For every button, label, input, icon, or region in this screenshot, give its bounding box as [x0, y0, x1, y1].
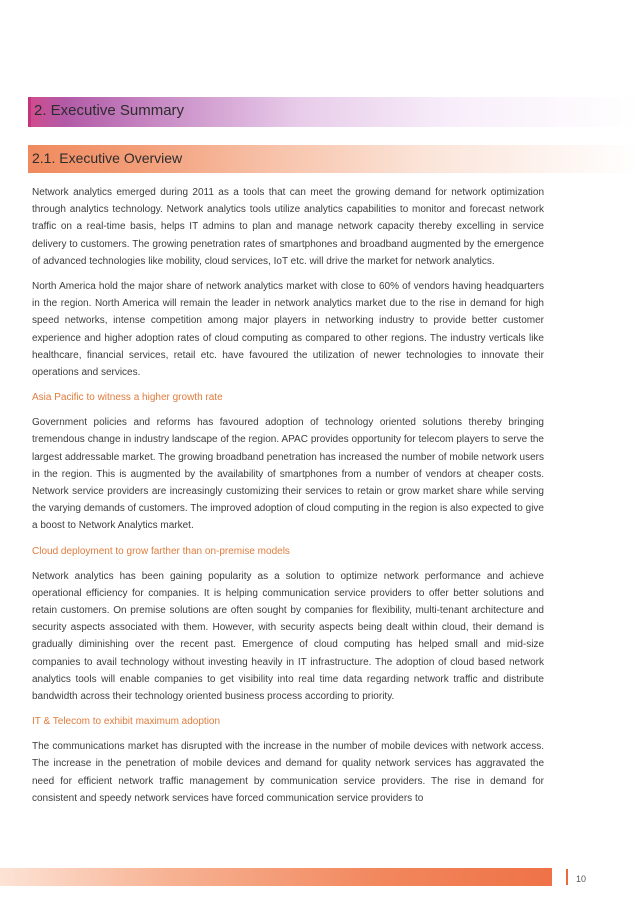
subsection-banner [28, 145, 638, 173]
subsection-title: 2.1. Executive Overview [32, 150, 183, 166]
section-banner [28, 97, 638, 127]
topic-heading: Cloud deployment to grow farther than on-premise models [32, 545, 290, 557]
body-paragraph: Government policies and reforms has favoured adoption of technology oriented solutions thereby bringing tremendous change in industry landscape of the region. APAC provides opportunity for telecom players to serve the largest addressable market. The growing broadband penetration has increased the number of mobile network users in the region. This is augmented by the availability of smartphones from a number of vendors at cheaper costs. Network service providers are increasingly customizing their services to retain or grow market share while serving the varying demands of customers. The improved adoption of cloud computing in the region is also expected to give a boost to Network Analytics market. [32, 417, 544, 532]
footer-bar [0, 868, 552, 886]
page-number-marker [566, 869, 586, 885]
topic-heading: Asia Pacific to witness a higher growth rate [32, 392, 223, 404]
section-accent-stripe [28, 97, 31, 127]
body-paragraph: Network analytics has been gaining popularity as a solution to optimize network performance and achieve operational efficiency for companies. It is helping communication service providers to offer better solutions and retain customers. On premise solutions are often sought by companies for flexibility, multi-tenant architecture and security aspects associated with them. However, with security aspects being dealt within cloud, their demand is gradually diminishing over the recent past. Emergence of cloud computing has helped small and mid-size companies to avail technology without investing heavily in IT infrastructure. The adoption of cloud based network analytics tools will enable companies to get visibility into real time data regarding network traffic and distribute bandwidth across their technology oriented business process according to priority. [32, 570, 544, 703]
document-body [32, 184, 544, 815]
section-title: 2. Executive Summary [34, 102, 185, 119]
body-paragraph: North America hold the major share of network analytics market with close to 60% of vendors having headquarters in the region. North America will remain the leader in network analytics market due to the rise in demand for high speed networks, intense competition among major players in networking industry to provide better customer experience and higher adoption rates of cloud computing as compared to other regions. The industry verticals like healthcare, financial services, retail etc. have favoured the utilization of newer technologies to innovate their operations and services. [32, 281, 544, 379]
body-paragraph: The communications market has disrupted with the increase in the number of mobile devices with network access. The increase in the penetration of mobile devices and demand for quality network services has aggravated the need for efficient network traffic management by communication service providers. The rise in demand for consistent and speedy network services have forced communication service providers to [32, 741, 544, 804]
page-number: 10 [576, 874, 587, 884]
topic-heading: IT & Telecom to exhibit maximum adoption [32, 716, 221, 728]
body-paragraph: Network analytics emerged during 2011 as a tools that can meet the growing demand for network optimization through analytics technology. Network analytics tools utilize analytics capabilities to monitor and forecast network traffic on a real-time basis, helps IT admins to plan and manage network capacity thereby excelling in service delivery to customers. The growing penetration rates of smartphones and broadband augmented by the emergence of advanced technologies like mobility, cloud services, IoT etc. will drive the market for network analytics. [32, 187, 544, 267]
